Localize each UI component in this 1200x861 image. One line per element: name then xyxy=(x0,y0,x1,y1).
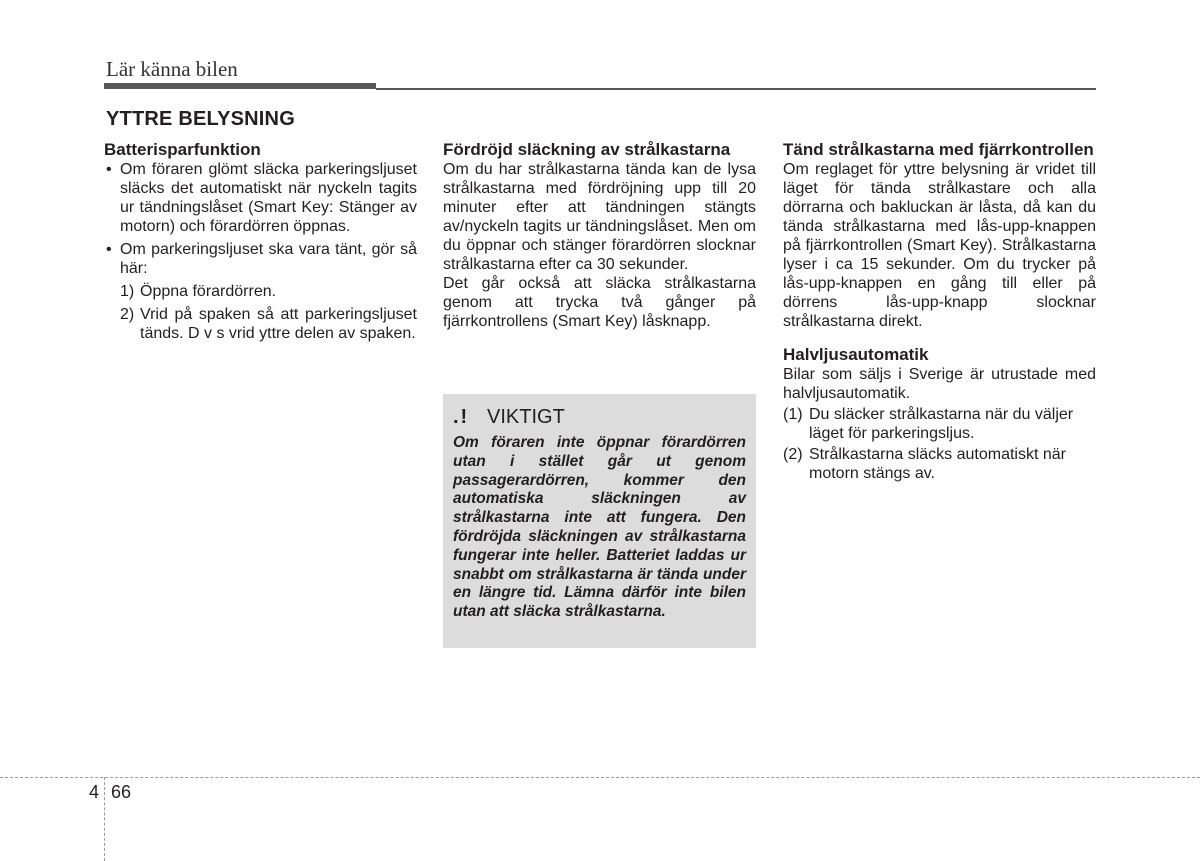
paragraph: Bilar som säljs i Sverige är utrustade med halvljusautomatik. xyxy=(783,366,1096,402)
header-rule-thin xyxy=(376,88,1096,90)
list-item: 1) Öppna förardörren. xyxy=(120,283,277,300)
warning-body: Om föraren inte öppnar förardörren utan i stället går ut genom passagerardörren, kommer den automatiska släckningen av strålkastarna inte att fungera. Den fördröjda släckningen av strålkastarna fungerar inte heller. Batteriet laddas ur snabbt om strålkastarna är tända under en längre tid. Lämna därför inte bilen utan att släcka strålkastarna. xyxy=(453,434,746,621)
header-rule-thick xyxy=(104,83,376,89)
warning-title: VIKTIGT xyxy=(487,405,565,428)
paragraph: Om reglaget för yttre belysning är vridet till läget för tända strålkastare och alla dörrarna och bakluckan är låsta, då kan du tända strålkastarna med lås-upp-knappen på fjärrkontrollen (Smart Key). Strålkastarna lyser i ca 15 sekunder. Om du trycker på lås-upp-knappen en gång till eller på dörrens lås-upp-knapp slocknar strålkastarna direkt. xyxy=(783,161,1096,330)
heading-delayed-off: Fördröjd släckning av strålkastarna xyxy=(443,140,731,159)
column-battery-saver xyxy=(104,140,417,347)
list-item: (2) Strålkastarna släcks automatiskt när motorn stängs av. xyxy=(783,446,1066,482)
warning-header xyxy=(453,404,746,430)
column-delayed-off xyxy=(443,140,756,331)
step-list xyxy=(104,282,417,343)
chapter-number: 4 xyxy=(89,782,100,802)
list-item: 2) Vrid på spaken så att parkeringsljuset tänds. D v s vrid yttre delen av spaken. xyxy=(120,306,417,342)
numbered-list xyxy=(783,405,1096,483)
heading-auto-dipped-beam: Halvljusautomatik xyxy=(783,345,929,364)
footer-rule xyxy=(0,777,1200,778)
list-item: • Om föraren glömt släcka parkeringsljuset släcks det automatiskt när nyckeln tagits ur tändningslåset (Smart Key: Stänger av motorn) och förardörren öppnas. xyxy=(106,161,417,235)
bullet-icon: • xyxy=(106,241,112,258)
paragraph: Om du har strålkastarna tända kan de lysa strålkastarna med fördröjning upp till 20 minuter efter att tändningen stängts av/nyckeln tagits ur tändningslåset. Men om du öppnar och stänger förardörren slocknar strålkastarna efter ca 30 sekunder. xyxy=(443,161,756,273)
page-number: 66 xyxy=(111,782,132,802)
list-item: • Om parkeringsljuset ska vara tänt, gör så här: xyxy=(106,241,417,277)
heading-battery-saver: Batterisparfunktion xyxy=(104,140,261,159)
footer-divider xyxy=(104,777,105,861)
list-item: (1) Du släcker strålkastarna när du väljer läget för parkeringsljus. xyxy=(783,406,1074,442)
section-title: YTTRE BELYSNING xyxy=(106,108,295,130)
heading-remote-lights: Tänd strålkastarna med fjärrkontrollen xyxy=(783,140,1094,159)
chapter-title: Lär känna bilen xyxy=(106,57,238,81)
bullet-list xyxy=(104,160,417,278)
column-remote-lights xyxy=(783,140,1096,485)
warning-icon: .! xyxy=(453,405,470,428)
paragraph: Det går också att släcka strålkastarna genom att trycka två gånger på fjärrkontrollens (Smart Key) låsknapp. xyxy=(443,275,756,330)
bullet-icon: • xyxy=(106,161,112,178)
warning-box xyxy=(443,394,756,648)
